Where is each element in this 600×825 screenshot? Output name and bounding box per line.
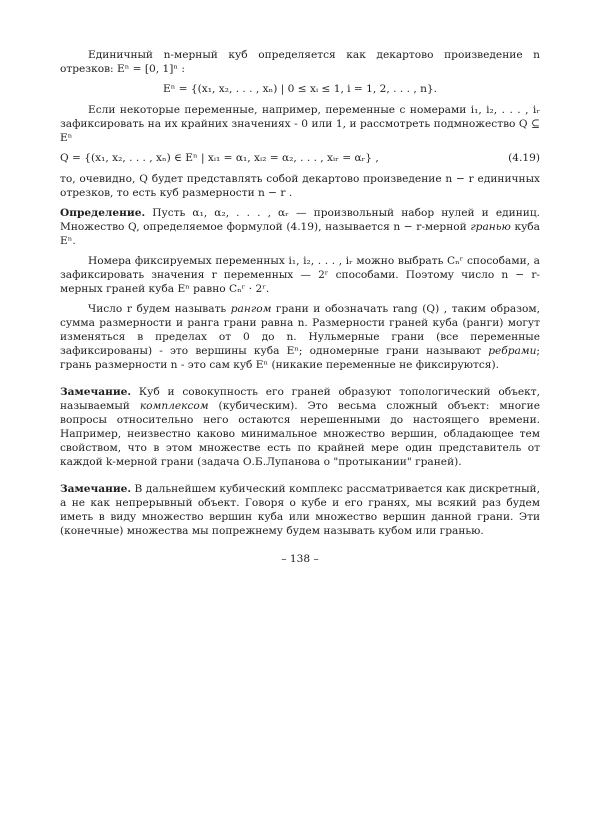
paragraph-rank — [60, 302, 540, 372]
equation-number: (4.19) — [508, 152, 540, 164]
remark-2 — [60, 482, 540, 538]
paragraph-face-count: Номера фиксируемых переменных i₁, i₂, . . . , iᵣ можно выбрать Cₙʳ способами, а зафиксировать значения r переменных — 2ʳ способами. Поэтому число n − r-мерных граней куба Eⁿ равно Cₙʳ · 2ʳ. — [60, 255, 540, 295]
remark-2-text: В дальнейшем кубический комплекс рассматривается как дискретный, а не как непрерывный объект. Говоря о кубе и его гранях, мы всякий раз будем иметь в виду множество вершин куба или множество вершин данной грани. Эти (конечные) множества мы попрежнему будем называть кубом или гранью. — [60, 483, 540, 537]
definition-text-1: Пусть α₁, α₂, . . . , αᵣ — произвольный набор нулей и единиц. Множество Q, определяемое формулой (4.19), называется n − r-мерной — [60, 207, 540, 233]
remark-2-label: Замечание. — [60, 483, 132, 495]
term-edges: ребрами — [488, 345, 537, 357]
document-page — [60, 48, 540, 538]
paragraph-unit-cube-definition: Единичный n-мерный куб определяется как декартово произведение n отрезков: Eⁿ = [0, 1]ⁿ : — [60, 49, 540, 75]
term-rank: рангом — [230, 303, 272, 315]
remark-1 — [60, 385, 540, 469]
equation-unit-cube: Eⁿ = {(x₁, x₂, . . . , xₙ) | 0 ≤ xᵢ ≤ 1, i = 1, 2, . . . , n}. — [162, 83, 437, 95]
definition-text-2: куба Eⁿ. — [60, 221, 540, 247]
equation-4-19-row — [60, 151, 540, 165]
remark-1-text-b: (кубическим). Это весьма сложный объект: многие вопросы относительно него остаются нерешенными до настоящего времени. Например, неизвестно каково минимальное множество вершин, обладающее тем свойством, что в этом множестве есть по крайней мере один представитель от каждой k-мерной грани (задача О.Б.Лупанова о "протыкании" граней). — [60, 400, 540, 468]
rank-text-b: грани и обозначать rang (Q) , таким образом, сумма размерности и ранга грани равна n. Размерности граней куба (ранги) могут изменяться в пределах от 0 до n. Нульмерные грани (все переменные зафиксированы) - это вершины куба Eⁿ; одномерные грани называют — [60, 303, 540, 357]
remark-1-label: Замечание. — [60, 386, 132, 398]
rank-text-c: ; грань размерности n - это сам куб Eⁿ (никакие переменные не фиксируются). — [60, 345, 540, 371]
definition-paragraph — [60, 206, 540, 248]
term-complex: комплексом — [139, 400, 209, 412]
remark-1-text-a: Куб и совокупность его граней образуют топологический объект, называемый — [60, 386, 540, 412]
definition-term-face: гранью — [470, 221, 511, 233]
equation-face: Q = {(x₁, x₂, . . . , xₙ) ∈ Eⁿ | xᵢ₁ = α₁, xᵢ₂ = α₂, . . . , xᵢᵣ = αᵣ} , — [60, 152, 379, 164]
definition-label: Определение. — [60, 207, 146, 219]
rank-text-a: Число r будем называть — [88, 303, 231, 315]
paragraph-fix-variables: Если некоторые переменные, например, переменные с номерами i₁, i₂, . . . , iᵣ зафиксировать на их крайних значениях - 0 или 1, и рассмотреть подмножество Q ⊆ Eⁿ — [60, 104, 540, 144]
paragraph-cartesian-product: то, очевидно, Q будет представлять собой декартово произведение n − r единичных отрезков, то есть куб размерности n − r . — [60, 173, 540, 199]
page-number: – 138 – — [281, 553, 319, 565]
